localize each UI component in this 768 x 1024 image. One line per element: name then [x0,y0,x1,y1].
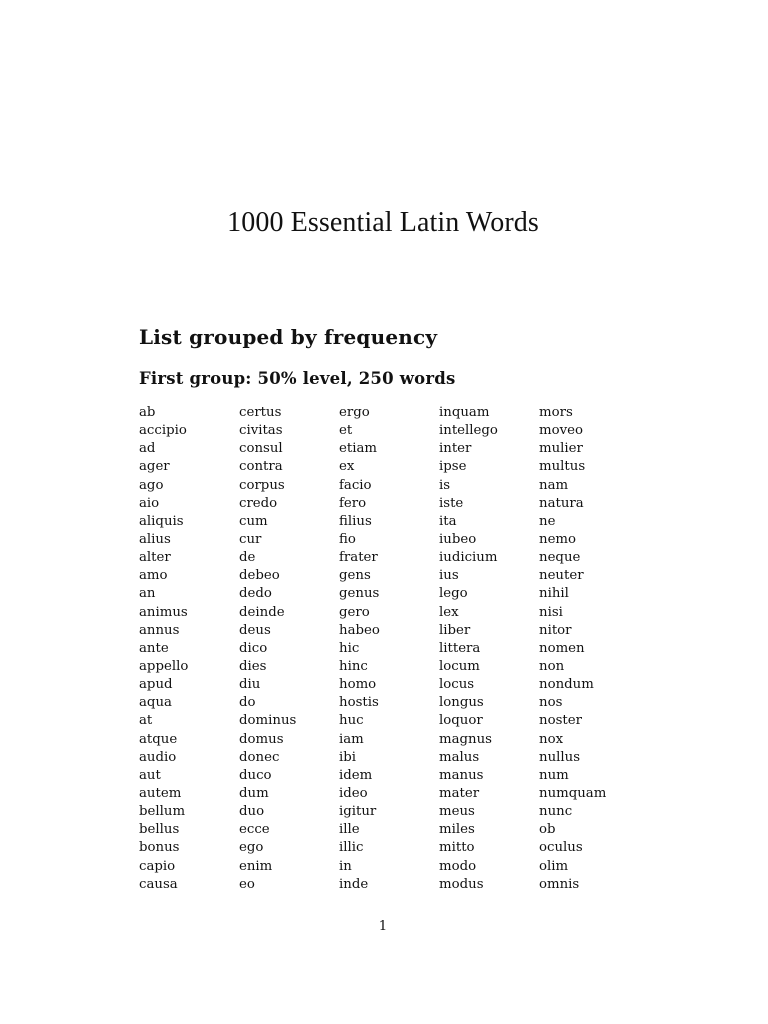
latin-word: nomen [539,640,585,656]
latin-word: nos [539,695,563,711]
latin-word: ego [239,840,264,856]
latin-word: at [139,713,153,729]
latin-word: atque [139,731,178,747]
latin-word: etiam [339,441,378,457]
word-column-2 [239,404,339,894]
latin-word: aqua [139,695,172,711]
latin-word: eo [239,876,255,892]
latin-word: dico [239,640,268,656]
latin-word: natura [539,495,584,511]
latin-word: capio [139,858,176,874]
latin-word: contra [239,459,283,475]
word-column-5 [539,404,639,894]
latin-word: consul [239,441,283,457]
latin-word: filius [339,513,372,529]
latin-word: num [539,767,569,783]
latin-word: gens [339,568,371,584]
latin-word: ex [339,459,355,475]
latin-word: do [239,695,256,711]
latin-word: nihil [539,586,569,602]
latin-word: fero [339,495,367,511]
latin-word: audio [139,749,177,765]
latin-word: meus [439,804,475,820]
latin-word: hic [339,640,360,656]
latin-word: dominus [239,713,297,729]
latin-word: duo [239,804,265,820]
latin-word: dum [239,785,269,801]
latin-word: nam [539,477,569,493]
latin-word: lego [439,586,468,602]
latin-word: annus [139,622,180,638]
latin-word: cur [239,531,262,547]
latin-word: alius [139,531,171,547]
latin-word: nemo [539,531,577,547]
latin-word: modus [439,876,484,892]
latin-word: malus [439,749,480,765]
latin-word: homo [339,677,377,693]
latin-word: ille [339,822,360,838]
latin-word: amo [139,568,168,584]
latin-word: aio [139,495,160,511]
latin-word: iam [339,731,364,747]
latin-word: civitas [239,423,283,439]
latin-word: locus [439,677,475,693]
latin-word: lex [439,604,459,620]
latin-word: nullus [539,749,581,765]
latin-word: domus [239,731,284,747]
word-list-table [139,404,639,894]
group-heading: First group: 50% level, 250 words [139,369,456,388]
page-number: 1 [378,919,388,934]
latin-word: miles [439,822,475,838]
latin-word: aliquis [139,513,184,529]
latin-word: in [339,858,352,874]
latin-word: habeo [339,622,380,638]
latin-word: igitur [339,804,377,820]
latin-word: non [539,658,565,674]
latin-word: ob [539,822,556,838]
latin-word: is [439,477,451,493]
latin-word: dies [239,658,267,674]
latin-word: fio [339,531,356,547]
latin-word: ante [139,640,169,656]
latin-word: deus [239,622,271,638]
latin-word: debeo [239,568,280,584]
latin-word: an [139,586,156,602]
latin-word: nisi [539,604,563,620]
latin-word: ager [139,459,170,475]
latin-word: mitto [439,840,475,856]
latin-word: frater [339,550,378,566]
latin-word: appello [139,658,189,674]
latin-word: facio [339,477,372,493]
latin-word: huc [339,713,364,729]
latin-word: longus [439,695,484,711]
latin-word: locum [439,658,480,674]
latin-word: bellum [139,804,186,820]
latin-word: inter [439,441,472,457]
latin-word: accipio [139,423,187,439]
latin-word: iudicium [439,550,498,566]
latin-word: neuter [539,568,584,584]
latin-word: ius [439,568,459,584]
latin-word: ipse [439,459,467,475]
latin-word: mulier [539,441,583,457]
latin-word: inde [339,876,369,892]
latin-word: nondum [539,677,594,693]
latin-word: donec [239,749,280,765]
latin-word: bellus [139,822,180,838]
latin-word: iste [439,495,464,511]
word-column-3 [339,404,439,894]
latin-word: enim [239,858,273,874]
document-title: 1000 Essential Latin Words [227,207,539,238]
latin-word: littera [439,640,481,656]
latin-word: genus [339,586,380,602]
latin-word: bonus [139,840,180,856]
latin-word: modo [439,858,477,874]
latin-word: cum [239,513,268,529]
latin-word: nunc [539,804,573,820]
latin-word: illic [339,840,364,856]
latin-word: ita [439,513,457,529]
latin-word: animus [139,604,188,620]
latin-word: de [239,550,256,566]
latin-word: ecce [239,822,270,838]
latin-word: noster [539,713,582,729]
latin-word: nox [539,731,564,747]
latin-word: apud [139,677,173,693]
latin-word: magnus [439,731,492,747]
latin-word: moveo [539,423,584,439]
latin-word: iubeo [439,531,477,547]
latin-word: olim [539,858,569,874]
latin-word: omnis [539,876,580,892]
word-column-4 [439,404,539,894]
latin-word: credo [239,495,278,511]
latin-word: inquam [439,405,490,420]
latin-word: dedo [239,586,272,602]
latin-word: corpus [239,477,285,493]
latin-word: intellego [439,423,498,439]
latin-word: ab [139,405,156,420]
latin-word: ne [539,513,556,529]
latin-word: ibi [339,749,357,765]
latin-word: certus [239,405,282,420]
latin-word: ideo [339,785,368,801]
latin-word: mors [539,405,573,420]
latin-word: oculus [539,840,583,856]
latin-word: neque [539,550,581,566]
latin-word: hostis [339,695,379,711]
latin-word: alter [139,550,171,566]
latin-word: gero [339,604,370,620]
latin-word: duco [239,767,272,783]
latin-word: ago [139,477,164,493]
latin-word: aut [139,767,161,783]
latin-word: et [339,423,353,439]
latin-word: multus [539,459,586,475]
latin-word: causa [139,876,178,892]
latin-word: ergo [339,405,370,420]
latin-word: nitor [539,622,572,638]
latin-word: idem [339,767,373,783]
section-heading: List grouped by frequency [139,325,438,349]
word-column-1 [139,404,239,894]
latin-word: hinc [339,658,368,674]
latin-word: deinde [239,604,285,620]
latin-word: manus [439,767,484,783]
latin-word: liber [439,622,471,638]
latin-word: diu [239,677,261,693]
latin-word: mater [439,785,480,801]
latin-word: loquor [439,713,483,729]
latin-word: numquam [539,785,607,801]
latin-word: autem [139,785,182,801]
latin-word: ad [139,441,156,457]
